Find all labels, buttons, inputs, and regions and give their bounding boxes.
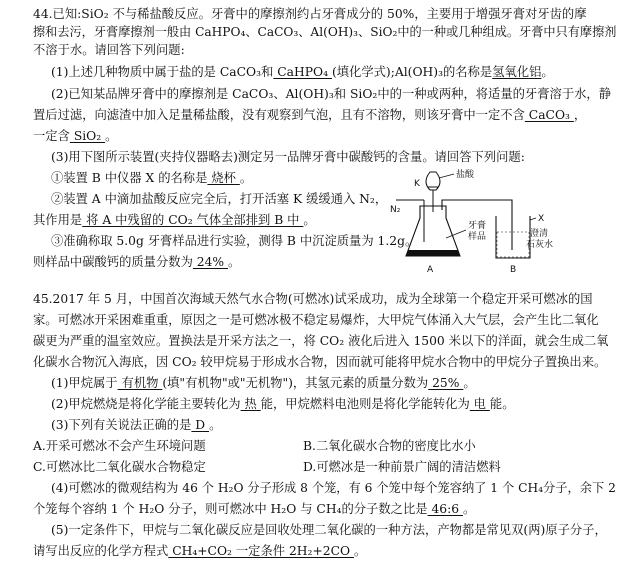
q45-option-a: A.开采可燃冰不会产生环境问题 <box>33 439 206 453</box>
q45-part5-line-1: (5)一定条件下，甲烷与二氧化碳反应是回收处理二氧化碳的一种方法，产物都是常见双(两)原子分子， <box>51 523 607 537</box>
label-n2: N₂ <box>390 205 401 215</box>
q44-part2-line-3: 一定含 SiO₂ 。 <box>33 129 118 143</box>
q44-part3-item2: ②装置 A 中滴加盐酸反应完全后，打开活塞 K 缓缓通入 N₂， <box>51 192 388 206</box>
q44-intro-line-2: 擦和去污，牙膏摩擦剂一般由 CaHPO₄、CaCO₃、Al(OH)₃、SiO₂中的一种或几种组成。牙膏中只有摩擦剂 <box>33 25 617 39</box>
q44-part2-line-1: (2)已知某品牌牙膏中的摩擦剂是 CaCO₃、Al(OH)₃和 SiO₂中的一种或两种，将适量的牙膏溶于水，静 <box>51 87 612 101</box>
q44-part2-line-2: 置后过滤，向滤渣中加入足量稀盐酸，没有观察到气泡，且有不溶物，则该牙膏中一定不含 CaCO₃ ， <box>33 108 587 122</box>
q44-part2-answer-present: SiO₂ <box>69 129 106 143</box>
q44-part3-item1: ①装置 B 中仪器 X 的名称是 烧杯 。 <box>51 171 253 185</box>
apparatus-diagram <box>384 166 554 278</box>
hcl-leader <box>439 174 454 178</box>
q44-intro-line-1: 44.已知:SiO₂ 不与稀盐酸反应。牙膏中的摩擦剂约占牙膏成分的 50%，主要用于增强牙膏对牙齿的摩 <box>33 7 587 21</box>
q44-part3-item3-cont: 则样品中碳酸钙的质量分数为 24% 。 <box>33 255 241 269</box>
q45-part1-answer-fraction: 25% <box>428 376 464 390</box>
label-limewater-1: 澄清 <box>530 229 549 239</box>
q44-part1-answer-formula: CaHPO₄ <box>273 65 332 79</box>
q45-part4-line-2: 个笼每个容纳 1 个 H₂O 分子，则可燃冰中 H₂O 与 CH₄的分子数之比是 46:6 。 <box>33 502 476 516</box>
q45-part5-answer-equation: CH₄+CO₂ 一定条件 2H₂+2CO <box>168 544 354 558</box>
q45-option-d: D.可燃冰是一种前景广阔的清洁燃料 <box>303 460 501 474</box>
sample-leader <box>446 230 466 238</box>
q45-part1-answer-type: 有机物 <box>117 376 163 390</box>
q45-intro-line-2: 家。可燃冰开采困难重重，原因之一是可燃冰极不稳定易爆炸，大甲烷气体涌入大气层，会产生比二氧化 <box>33 313 599 327</box>
x-leader <box>530 218 536 220</box>
label-x: X <box>538 214 545 224</box>
flask-a-sample <box>406 250 460 256</box>
q44-part3-item2-cont: 其作用是 将 A 中残留的 CO₂ 气体全部排到 B 中 。 <box>33 213 316 227</box>
label-b: B <box>510 265 517 275</box>
q44-part3-item3: ③准确称取 5.0g 牙膏样品进行实验，测得 B 中沉淀质量为 1.2g。 <box>51 234 418 248</box>
q44-part3-answer-fraction: 24% <box>192 255 229 269</box>
q45-option-c: C.可燃冰比二氧化碳水合物稳定 <box>33 460 206 474</box>
q45-part3: (3)下列有关说法正确的是 D 。 <box>51 418 222 432</box>
q45-part1: (1)甲烷属于 有机物 (填"有机物"或"无机物")，其氢元素的质量分数为 25% 。 <box>51 376 476 390</box>
q45-intro-line-1: 45.2017 年 5 月，中国首次海域天然气水合物(可燃冰)试采成功，成为全球第一个稳定开采可燃冰的国 <box>33 292 593 306</box>
label-hcl: 盐酸 <box>456 170 475 180</box>
beaker-b <box>496 216 530 258</box>
q45-part2-answer-heat: 热 <box>240 397 261 411</box>
flask-a <box>406 206 460 256</box>
label-sample-2: 样品 <box>468 232 487 242</box>
label-a: A <box>427 265 434 275</box>
q44-part1-answer-name: 氢氧化铝 <box>492 65 542 79</box>
label-k: K <box>414 179 420 189</box>
q45-intro-line-3: 碳更为严重的温室效应。置换法是开采方法之一，将 CO₂ 液化后进入 1500 米以下的洋面，就会生成二氧 <box>33 334 609 348</box>
q45-part4-line-1: (4)可燃冰的微观结构为 46 个 H₂O 分子形成 8 个笼，有 6 个笼中每个笼容纳了 1 个 CH₄分子，余下 2 <box>51 481 616 495</box>
q45-part2: (2)甲烷燃烧是将化学能主要转化为 热 能，甲烷燃料电池则是将化学能转化为 电 能。 <box>51 397 515 411</box>
q45-intro-line-4: 化碳水合物沉入海底，因 CO₂ 较甲烷易于形成水合物，因而就可能将甲烷水合物中的甲烷分子置换出来。 <box>33 355 607 369</box>
q44-part3-answer-purpose: 将 A 中残留的 CO₂ 气体全部排到 B 中 <box>82 213 304 227</box>
q44-part2-answer-absent: CaCO₃ <box>524 108 574 122</box>
q45-part2-answer-electric: 电 <box>469 397 490 411</box>
q44-part3-answer-instrument: 烧杯 <box>207 171 240 185</box>
q45-part3-answer: D <box>191 418 210 432</box>
q44-part3-intro: (3)用下图所示装置(夹持仪器略去)测定另一品牌牙膏中碳酸钙的含量。请回答下列问题: <box>51 150 525 164</box>
q44-part1: (1)上述几种物质中属于盐的是 CaCO₃和 CaHPO₄ (填化学式);Al(OH)₃的名称是氢氧化铝。 <box>51 65 554 79</box>
q45-part5-line-2: 请写出反应的化学方程式 CH₄+CO₂ 一定条件 2H₂+2CO 。 <box>33 544 367 558</box>
label-sample-1: 牙膏 <box>468 221 487 231</box>
q44-intro-line-3: 不溶于水。请回答下列问题: <box>33 43 185 57</box>
q45-part4-answer: 46:6 <box>427 502 463 516</box>
label-limewater-2: 石灰水 <box>526 240 554 250</box>
q45-option-b: B.二氧化碳水合物的密度比水小 <box>303 439 476 453</box>
limewater <box>497 232 529 257</box>
